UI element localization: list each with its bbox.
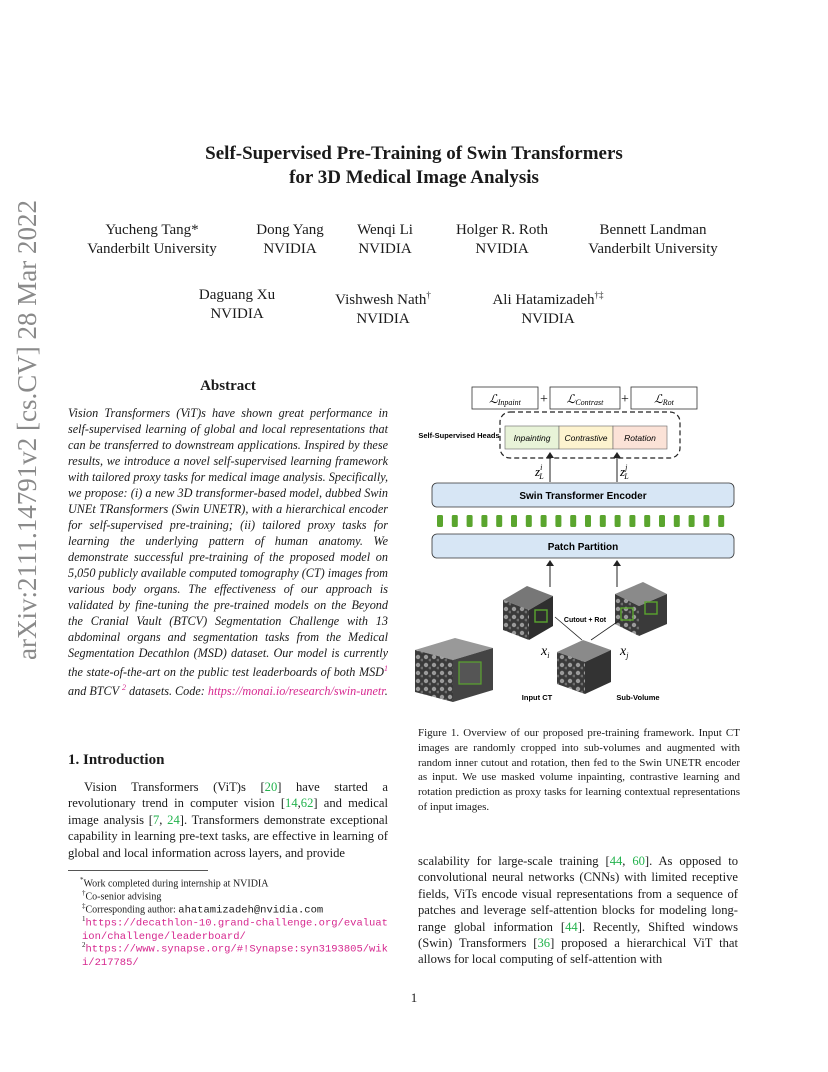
author-marker: †‡ <box>594 290 604 300</box>
patch-token <box>615 515 621 527</box>
citation-link[interactable]: 20 <box>264 780 278 794</box>
patch-token <box>689 515 695 527</box>
author-name: Bennett Landman <box>599 222 707 238</box>
x-i-label: $x_i$ <box>541 644 550 660</box>
arrowhead-icon <box>546 560 554 566</box>
head-contrastive-label: Contrastive <box>564 433 608 443</box>
author-affiliation: Vanderbilt University <box>87 241 217 257</box>
patch-token <box>437 515 443 527</box>
sub-volume-cube <box>557 640 611 694</box>
patch-token <box>674 515 680 527</box>
arrowhead-icon <box>546 452 554 458</box>
footnote-1: $^1$https://decathlon-10.grand-challenge.org/evaluation/challenge/leaderboard/ <box>82 915 388 944</box>
patch-token <box>541 515 547 527</box>
author-name: Holger R. Roth <box>455 222 549 238</box>
patch-token <box>467 515 473 527</box>
arrowhead-icon <box>613 452 621 458</box>
patch-token <box>570 515 576 527</box>
author-name: Ali Hatamizadeh†‡ <box>492 290 604 308</box>
patch-token <box>629 515 635 527</box>
author-yang <box>245 221 335 259</box>
x-j-label: $x_j$ <box>620 644 629 660</box>
patch-token <box>644 515 650 527</box>
svg-text:ℒRot: ℒRot <box>654 392 674 407</box>
intro-paragraph: Vision Transformers (ViT)s [20] have started a revolutionary trend in computer vision [14,62] and medical image analysis [7, 24]. Transformers demonstrate exceptional capability in learning pre-text tasks, are effective in learning of global and local information across layers, and provide <box>68 780 389 860</box>
patch-token <box>511 515 517 527</box>
author-name: Daguang Xu <box>198 287 276 303</box>
leaderboard-link[interactable]: https://decathlon-10.grand-challenge.org/evaluation/challenge/leaderboard/ <box>82 917 388 944</box>
author-affiliation: NVIDIA <box>358 241 412 257</box>
patch-token <box>452 515 458 527</box>
patch-token <box>585 515 591 527</box>
title-line-2: for 3D Medical Image Analysis <box>289 167 539 188</box>
heads-label: Self-Supervised Heads <box>418 431 500 440</box>
author-nath <box>323 286 443 329</box>
cutout-rot-label: Cutout + Rot <box>563 617 607 624</box>
plus-sign: + <box>540 392 548 407</box>
patch-token <box>718 515 724 527</box>
citation-link[interactable]: 36 <box>537 936 551 951</box>
author-affiliation: Vanderbilt University <box>588 241 718 257</box>
head-inpainting-label: Inpainting <box>513 433 551 443</box>
svg-text:ℒInpaint: ℒInpaint <box>489 392 521 407</box>
citation-link[interactable]: 44 <box>565 919 578 934</box>
author-xu <box>187 286 287 324</box>
patch-token <box>600 515 606 527</box>
figure-1 <box>415 382 743 712</box>
author-affiliation: NVIDIA <box>263 241 317 257</box>
author-affiliation: NVIDIA <box>475 241 529 257</box>
loss-inpaint-box <box>472 387 538 409</box>
loss-contrast-box <box>550 387 620 409</box>
author-affiliation: NVIDIA <box>521 311 575 327</box>
z-i-label: $z^i$ L <box>535 463 544 481</box>
footnote-dagger: †Co-senior advising <box>82 889 162 903</box>
citation-link[interactable]: 60 <box>632 854 645 868</box>
paper-title <box>0 142 828 190</box>
input-ct-label: Input CT <box>521 693 553 702</box>
author-tang <box>82 221 222 259</box>
citation-link[interactable]: 44 <box>609 854 623 868</box>
author-li <box>345 221 425 259</box>
plus-sign: + <box>621 392 629 407</box>
footnote-2: $^2$https://www.synapse.org/#!Synapse:syn3193805/wiki/217785/ <box>82 941 388 970</box>
citation-link[interactable]: 14 <box>285 796 298 811</box>
arxiv-stamp: arXiv:2111.14791v2 [cs.CV] 28 Mar 2022 <box>12 200 42 660</box>
z-j-label: $z^j$ L <box>620 463 629 481</box>
patch-token <box>659 515 665 527</box>
footnote-star: *Work completed during internship at NVIDIA <box>80 876 269 890</box>
page-number: 1 <box>410 990 418 1005</box>
input-ct-cube <box>415 638 493 702</box>
author-landman <box>582 221 724 259</box>
citation-link[interactable]: 7 <box>152 812 160 827</box>
email-link[interactable]: ahatamizadeh@nvidia.com <box>178 904 324 917</box>
author-roth <box>447 221 557 259</box>
encoder-label: Swin Transformer Encoder <box>519 491 647 502</box>
abstract-body: Vision Transformers (ViT)s have shown great performance in self-supervised learning of global and local representations that can be transferred to downstream applications. Inspired by these results, we introduce a novel self-supervised learning framework with tailored proxy tasks for medical image analysis. Specifically, we propose: (i) a new 3D transformer-based model, dubbed Swin UNEt TRansformers (Swin UNETR), with a hierarchical encoder for self-supervised pre-training; (ii) tailored proxy tasks for learning the underlying pattern of human anatomy. We demonstrate successful pre-training of the proposed model on 5,050 publicly available computed tomography (CT) images from various body organs. The effectiveness of our approach is validated by fine-tuning the pre-trained models on the Beyond the Cranial Vault (BTCV) Segmentation Challenge with 13 abdominal organs and segmentation tasks from the Medical Segmentation Decathlon (MSD) dataset. Our model is currently the state-of-the-art on the public test leaderboards of both MSD$^1$ and BTCV $^2$ datasets. Code: https://monai.io/research/swin-unetr. <box>68 406 388 699</box>
right-column-paragraph: scalability for large-scale training [44, 60]. As opposed to convolutional neural networks (CNNs) with limited receptive fields, ViTs encode visual representations from a sequence of patches and leverage self-attention blocks for modeling long-range global information [44]. Recently, Shifted windows (Swin) Transformers [36] proposed a hierarchical ViT that allows for local computing of self-attention with <box>418 854 739 967</box>
code-link[interactable]: https://monai.io/research/swin-unetr <box>207 684 385 699</box>
patch-token <box>481 515 487 527</box>
author-name: Yucheng Tang* <box>105 222 199 238</box>
patch-token <box>555 515 561 527</box>
title-line-1: Self-Supervised Pre-Training of Swin Transformers <box>205 143 623 164</box>
augmented-cube-j <box>615 582 667 636</box>
patch-token <box>496 515 502 527</box>
synapse-link[interactable]: https://www.synapse.org/#!Synapse:syn3193805/wiki/217785/ <box>82 943 388 970</box>
footnote-ddagger: ‡Corresponding author: ahatamizadeh@nvidia.com <box>82 902 324 917</box>
augmented-cube-i <box>503 586 553 640</box>
author-hatamizadeh <box>478 286 618 329</box>
citation-link[interactable]: 62 <box>300 796 314 811</box>
patch-tokens <box>437 515 724 527</box>
footnote-ref-2[interactable]: 2 <box>121 683 126 693</box>
footnote-ref-1[interactable]: 1 <box>384 664 388 673</box>
patch-token <box>703 515 709 527</box>
author-marker: † <box>426 290 431 300</box>
intro-heading: 1. Introduction <box>68 752 165 768</box>
svg-text:ℒContrast: ℒContrast <box>566 392 604 407</box>
sub-volume-label: Sub-Volume <box>616 693 660 702</box>
author-affiliation: NVIDIA <box>210 306 264 322</box>
loss-rot-box <box>631 387 697 409</box>
author-name: Dong Yang <box>256 222 324 238</box>
author-name: Wenqi Li <box>357 222 413 238</box>
patch-token <box>526 515 532 527</box>
author-name: Vishwesh Nath† <box>335 290 431 308</box>
abstract-heading: Abstract <box>200 378 256 394</box>
figure-caption: Figure 1. Overview of our proposed pre-training framework. Input CT images are randomly cropped into sub-volumes and augmented with random inner cutout and rotation, then fed to the Swin UNETR encoder as input. We use masked volume inpainting, contrastive learning and rotation prediction as proxy tasks for learning contextual representations of input images. <box>418 727 740 813</box>
footnote-rule <box>68 870 208 871</box>
head-rotation-label: Rotation <box>624 433 656 443</box>
partition-label: Patch Partition <box>547 542 619 553</box>
author-affiliation: NVIDIA <box>356 311 410 327</box>
citation-link[interactable]: 24 <box>167 812 180 827</box>
arrowhead-icon <box>613 560 621 566</box>
